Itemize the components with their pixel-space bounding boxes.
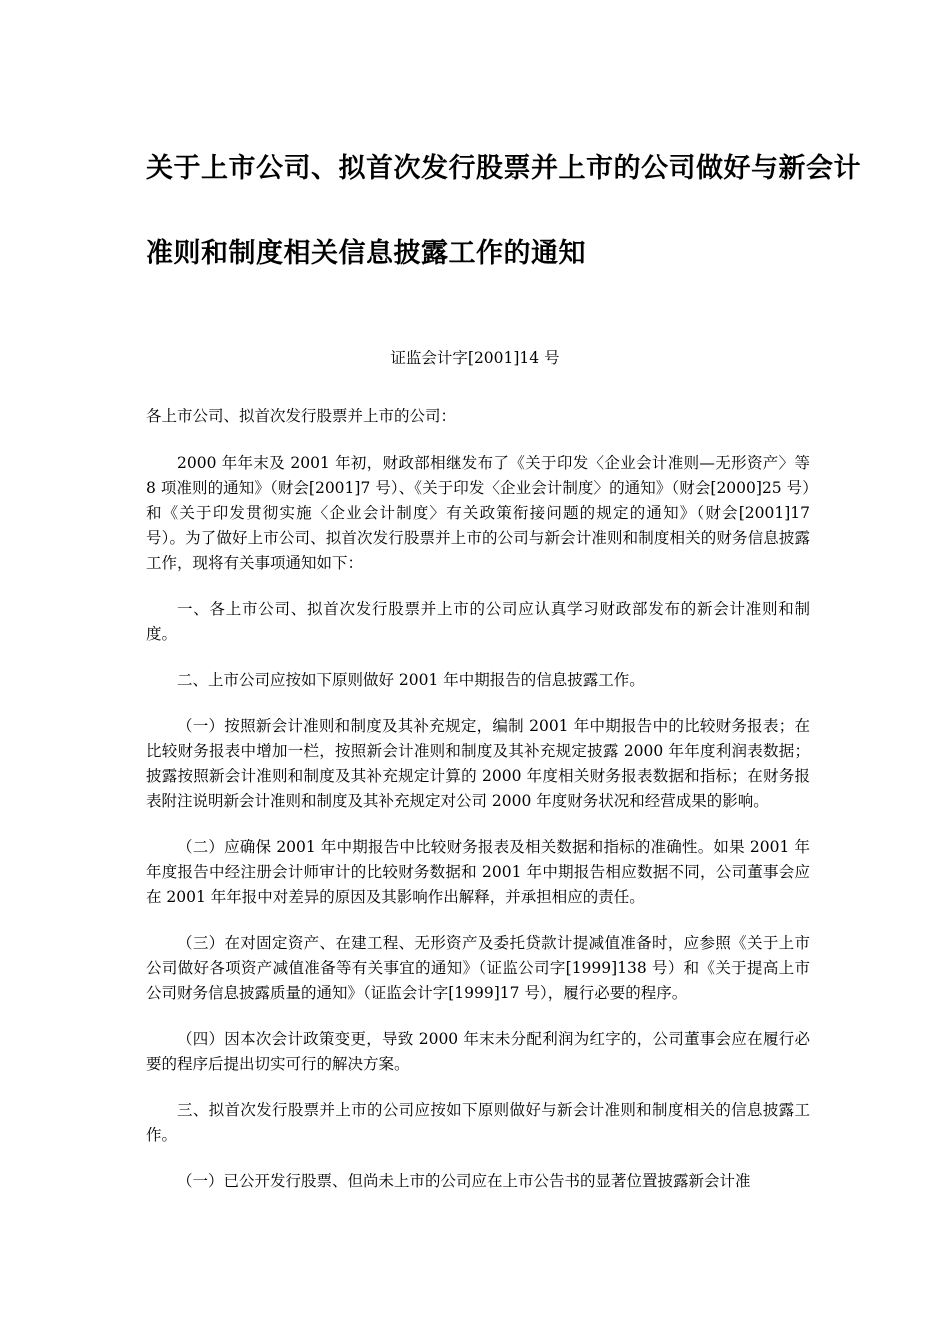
document-title-line-1: 关于上市公司、拟首次发行股票并上市的公司做好与新会计 [146,153,861,184]
paragraph-section-2-item-2: （二）应确保 2001 年中期报告中比较财务报表及相关数据和指标的准确性。如果 2001 年年度报告中经注册会计师审计的比较财务数据和 2001 年中期报告相应数据不同，公司董事会应在 2001 年年报中对差异的原因及其影响作出解释，并承担相应的责任。 [146,838,810,906]
paragraph-section-2-item-3: （三）在对固定资产、在建工程、无形资产及委托贷款计提减值准备时，应参照《关于上市公司做好各项资产减值准备等有关事宜的通知》（证监公司字[1999]138 号）和《关于提高上市公司财务信息披露质量的通知》（证监会计字[1999]17 号），履行必要的程序。 [146,934,810,1002]
paragraph-section-2-item-1: （一）按照新会计准则和制度及其补充规定，编制 2001 年中期报告中的比较财务报表；在比较财务报表中增加一栏，按照新会计准则和制度及其补充规定披露 2000 年年度利润表数据；披露按照新会计准则和制度及其补充规定计算的 2000 年度相关财务报表数据和指标；在财务报表附注说明新会计准则和制度及其补充规定对公司 2000 年度财务状况和经营成果的影响。 [146,717,810,810]
paragraph-section-1: 一、各上市公司、拟首次发行股票并上市的公司应认真学习财政部发布的新会计准则和制度。 [146,600,810,643]
paragraph-intro: 2000 年年末及 2001 年初，财政部相继发布了《关于印发〈企业会计准则—无形资产〉等 8 项准则的通知》（财会[2001]7 号）、《关于印发〈企业会计制度〉的通知》（财会[2000]25 号）和《关于印发贯彻实施〈企业会计制度〉有关政策衔接问题的规定的通知》（财会[2001]17 号）。为了做好上市公司、拟首次发行股票并上市的公司与新会计准则和制度相关的财务信息披露工作，现将有关事项通知如下： [146,454,810,572]
document-body [146,404,810,1215]
document-number: 证监会计字[2001]14 号 [390,349,560,367]
paragraph-section-2: 二、上市公司应按如下原则做好 2001 年中期报告的信息披露工作。 [177,671,645,689]
document-title-line-2: 准则和制度相关信息披露工作的通知 [146,238,586,269]
paragraph-section-3-item-1: （一）已公开发行股票、但尚未上市的公司应在上市公告书的显著位置披露新会计准 [177,1172,751,1190]
paragraph-section-3: 三、拟首次发行股票并上市的公司应按如下原则做好与新会计准则和制度相关的信息披露工作。 [146,1101,810,1144]
salutation: 各上市公司、拟首次发行股票并上市的公司： [146,407,457,425]
paragraph-section-2-item-4: （四）因本次会计政策变更，导致 2000 年末未分配利润为红字的，公司董事会应在履行必要的程序后提出切实可行的解决方案。 [146,1030,810,1073]
